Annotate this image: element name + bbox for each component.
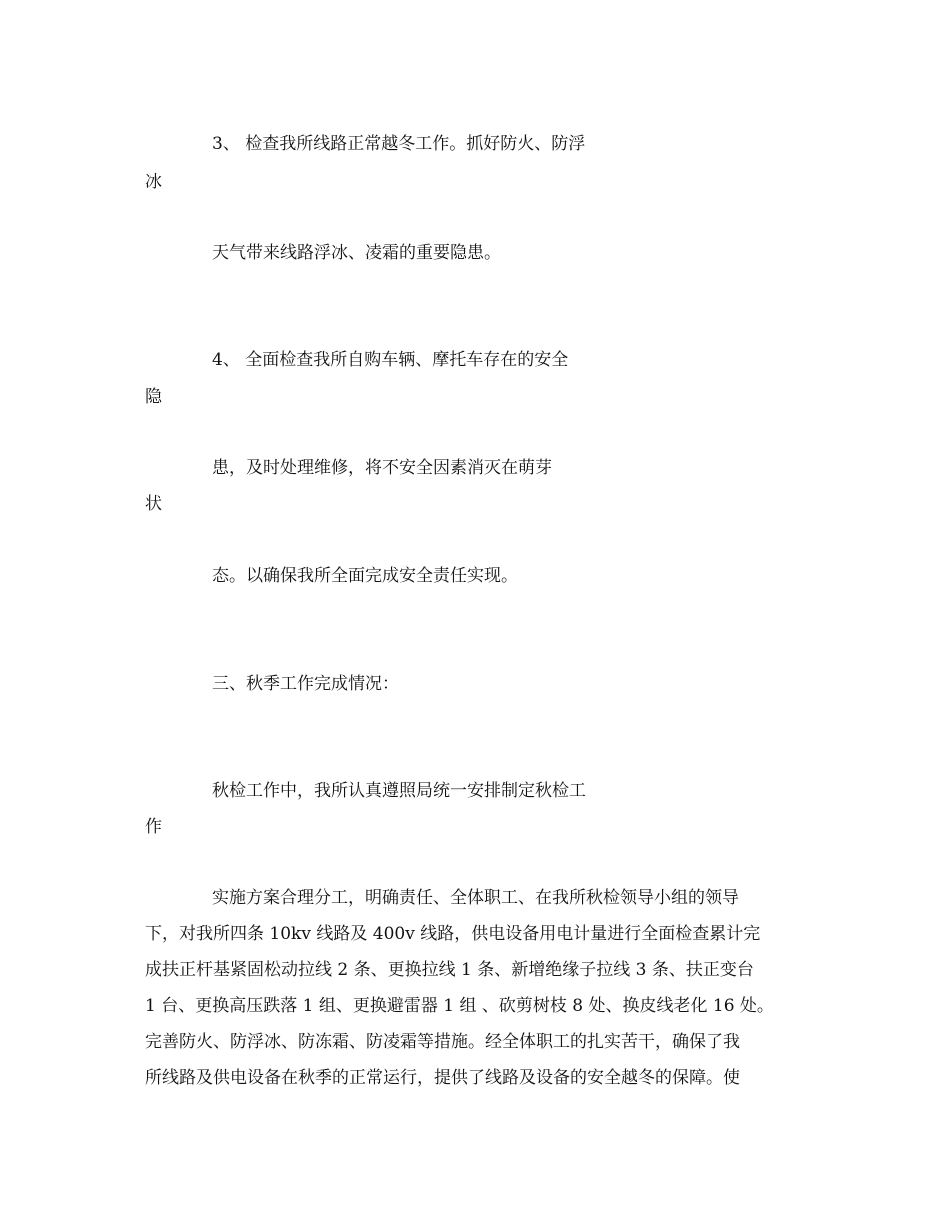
text-line-15: 1 台、更换高压跌落 1 组、更换避雷器 1 组 、砍剪树枝 8 处、换皮线老化 16 处。 <box>145 996 774 1016</box>
text-line-8: 态。以确保我所全面完成安全责任实现。 <box>212 566 518 586</box>
text-line-14: 成扶正杆基紧固松动拉线 2 条、更换拉线 1 条、新增绝缘子拉线 3 条、扶正变台 <box>145 960 754 980</box>
section-heading: 三、秋季工作完成情况： <box>212 674 399 694</box>
text-line-3: 天气带来线路浮冰、凌霜的重要隐患。 <box>212 243 501 263</box>
text-line-13: 下，对我所四条 10kv 线路及 400v 线路，供电设备用电计量进行全面检查累计完 <box>145 924 761 944</box>
text-line-4: 4、 全面检查我所自购车辆、摩托车存在的安全 <box>212 350 569 370</box>
text-line-11: 作 <box>145 817 162 837</box>
text-line-2: 冰 <box>145 172 162 192</box>
text-line-17: 所线路及供电设备在秋季的正常运行，提供了线路及设备的安全越冬的保障。使 <box>145 1068 740 1088</box>
text-line-12: 实施方案合理分工，明确责任、全体职工、在我所秋检领导小组的领导 <box>212 888 739 908</box>
text-line-1: 3、 检查我所线路正常越冬工作。抓好防火、防浮 <box>212 134 586 154</box>
text-line-6: 患，及时处理维修，将不安全因素消灭在萌芽 <box>212 458 552 478</box>
text-line-5: 隐 <box>145 387 162 407</box>
text-line-7: 状 <box>145 494 162 514</box>
text-line-16: 完善防火、防浮冰、防冻霜、防凌霜等措施。经全体职工的扎实苦干，确保了我 <box>145 1032 740 1052</box>
text-line-10: 秋检工作中，我所认真遵照局统一安排制定秋检工 <box>212 781 586 801</box>
